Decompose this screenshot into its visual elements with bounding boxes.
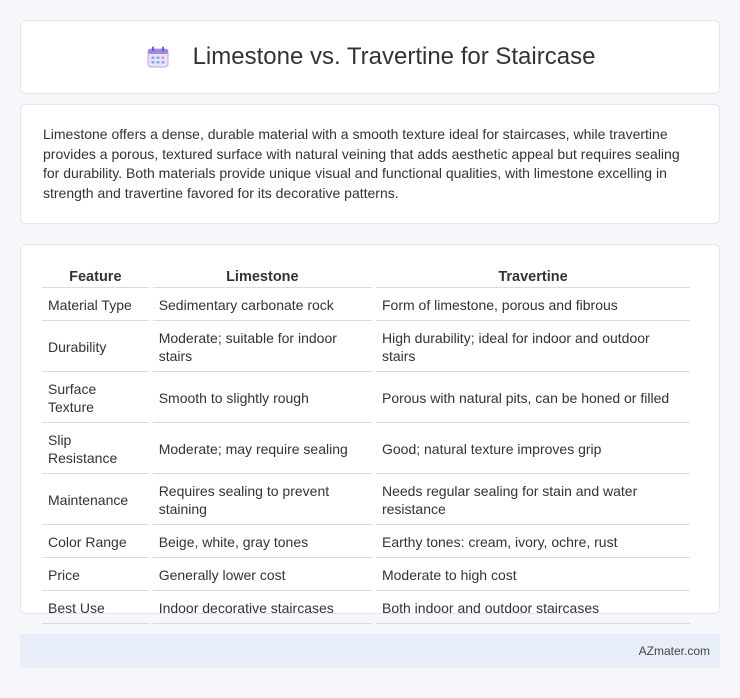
limestone-cell: Beige, white, gray tones xyxy=(153,527,372,558)
table-row xyxy=(42,290,690,321)
travertine-cell: Form of limestone, porous and fibrous xyxy=(376,290,690,321)
summary-card xyxy=(20,104,720,224)
feature-cell: Durability xyxy=(42,323,149,372)
table-row xyxy=(42,560,690,591)
table-row xyxy=(42,323,690,372)
limestone-cell: Smooth to slightly rough xyxy=(153,374,372,423)
header-limestone: Limestone xyxy=(153,265,372,288)
title-wrap xyxy=(21,21,719,93)
travertine-cell: Earthy tones: cream, ivory, ochre, rust xyxy=(376,527,690,558)
summary-paragraph: Limestone offers a dense, durable material with a smooth texture ideal for staircases, while travertine provides a porous, textured surface with natural veining that adds aesthetic appeal but requires sealing for durability. Both materials provide unique visual and functional qualities, with limestone excelling in strength and travertine favored for its decorative patterns. xyxy=(43,126,680,201)
table-row xyxy=(42,476,690,525)
travertine-cell: High durability; ideal for indoor and outdoor stairs xyxy=(376,323,690,372)
limestone-cell: Moderate; suitable for indoor stairs xyxy=(153,323,372,372)
table-row xyxy=(42,593,690,624)
travertine-cell: Porous with natural pits, can be honed or filled xyxy=(376,374,690,423)
header-feature: Feature xyxy=(42,265,149,288)
limestone-cell: Generally lower cost xyxy=(153,560,372,591)
footer-bar xyxy=(20,634,720,668)
travertine-cell: Moderate to high cost xyxy=(376,560,690,591)
feature-cell: Best Use xyxy=(42,593,149,624)
header-travertine: Travertine xyxy=(376,265,690,288)
limestone-cell: Requires sealing to prevent staining xyxy=(153,476,372,525)
page-title: Limestone vs. Travertine for Staircase xyxy=(192,43,596,70)
travertine-cell: Good; natural texture improves grip xyxy=(376,425,690,474)
limestone-cell: Indoor decorative staircases xyxy=(153,593,372,624)
feature-cell: Price xyxy=(42,560,149,591)
feature-cell: Slip Resistance xyxy=(42,425,149,474)
limestone-cell: Moderate; may require sealing xyxy=(153,425,372,474)
table-row xyxy=(42,527,690,558)
table-row xyxy=(42,425,690,474)
calendar-icon xyxy=(145,44,171,70)
title-card xyxy=(20,20,720,94)
comparison-table xyxy=(38,263,694,626)
feature-cell: Surface Texture xyxy=(42,374,149,423)
table-row xyxy=(42,374,690,423)
feature-cell: Maintenance xyxy=(42,476,149,525)
feature-cell: Material Type xyxy=(42,290,149,321)
footer-brand[interactable]: AZmater.com xyxy=(638,644,710,658)
travertine-cell: Needs regular sealing for stain and water resistance xyxy=(376,476,690,525)
travertine-cell: Both indoor and outdoor staircases xyxy=(376,593,690,624)
limestone-cell: Sedimentary carbonate rock xyxy=(153,290,372,321)
feature-cell: Color Range xyxy=(42,527,149,558)
comparison-table-card xyxy=(20,244,720,614)
table-header-row xyxy=(42,265,690,288)
